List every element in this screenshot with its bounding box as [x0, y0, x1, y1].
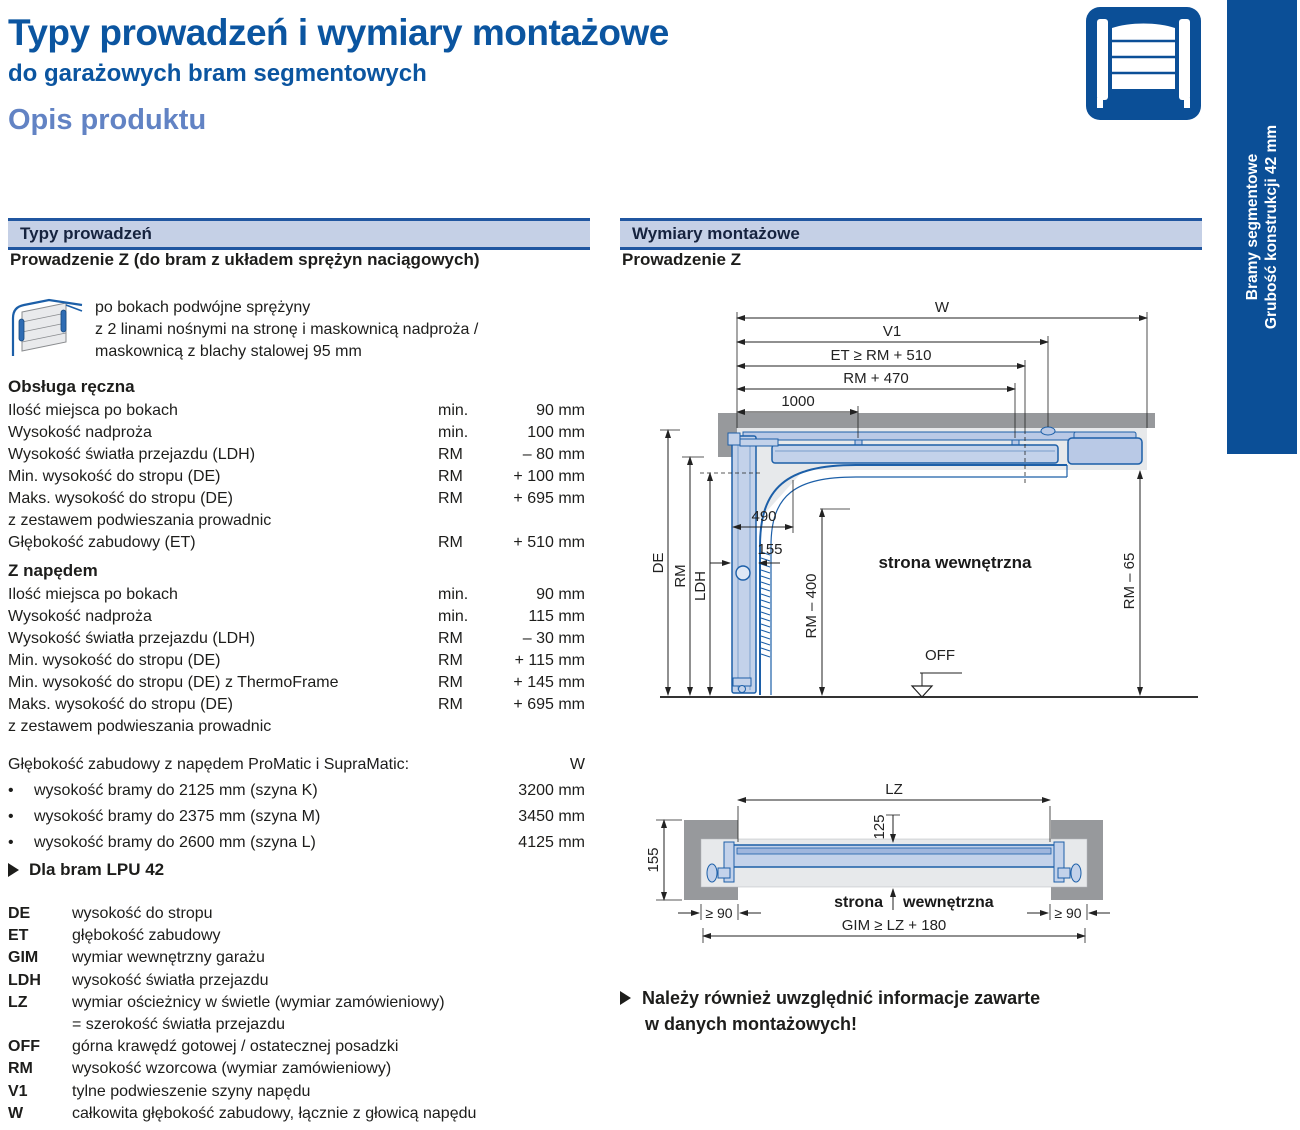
bottom-bracket	[733, 678, 751, 686]
manual-spec-table	[8, 400, 585, 554]
note-line1: Należy również uwzględnić informacje zawarte	[642, 988, 1041, 1008]
perforated-angle	[740, 439, 778, 446]
tension-spring	[761, 552, 770, 657]
spec-row: Maks. wysokość do stropu (DE) RM + 695 mm	[8, 490, 585, 507]
depth-heading: Głębokość zabudowy z napędem ProMatic i SupraMatic:	[8, 756, 410, 773]
sectional-door-icon	[1085, 5, 1202, 122]
spec-row: Maks. wysokość do stropu (DE) RM + 695 mm	[8, 696, 585, 713]
suspension-hook	[1041, 427, 1055, 435]
ceiling	[718, 413, 1155, 428]
legend-row: ET głębokość zabudowy	[8, 927, 221, 945]
top-roller-bracket	[728, 433, 740, 445]
legend-row: LDH wysokość światła przejazdu	[8, 971, 269, 989]
right-section-bar-label: Wymiary montażowe	[632, 224, 800, 243]
legend	[8, 903, 590, 1125]
dim-et: ET ≥ RM + 510	[830, 347, 932, 364]
arrow-right-icon	[620, 991, 631, 1005]
legend-row: GIM wymiar wewnętrzny garażu	[8, 949, 265, 967]
z-track-pictogram	[6, 292, 84, 364]
dim-w: W	[934, 299, 950, 316]
mounting-note	[620, 985, 1040, 1037]
legend-row: LZ wymiar ościeżnicy w świetle (wymiar zamówieniowy)	[8, 993, 445, 1011]
spec-row: Wysokość światła przejazdu (LDH) RM – 80 mm	[8, 446, 585, 463]
spec-row: z zestawem podwieszania prowadnic	[8, 512, 272, 529]
inner-side-label: strona wewnętrzna	[878, 553, 1032, 572]
depth-row: • wysokość bramy do 2125 mm (szyna K) 3200 mm	[8, 782, 585, 799]
depth-row: • wysokość bramy do 2600 mm (szyna L) 4125 mm	[8, 834, 585, 851]
sidebar-tab-line2: Grubość konstrukcji 42 mm	[1263, 124, 1280, 330]
right-subheader: Prowadzenie Z	[622, 250, 742, 269]
dim-ge90-right: ≥ 90	[1054, 905, 1082, 921]
spec-row: Min. wysokość do stropu (DE) RM + 100 mm	[8, 468, 585, 485]
bottom-roller	[739, 686, 746, 693]
spec-row: Ilość miejsca po bokach min. 90 mm	[8, 402, 585, 419]
dim-1000: 1000	[781, 393, 815, 410]
depth-heading-row	[8, 752, 585, 778]
spec-row: Wysokość nadproża min. 100 mm	[8, 424, 585, 441]
inner-plan-label-right: wewnętrzna	[903, 894, 994, 911]
sidebar-tab-text	[1227, 0, 1297, 454]
spec-row: Min. wysokość do stropu (DE) z ThermoFrame RM + 145 mm	[8, 674, 585, 691]
legend-row: V1 tylne podwieszenie szyny napędu	[8, 1082, 311, 1100]
spec-row: Ilość miejsca po bokach min. 90 mm	[8, 586, 585, 603]
spec-row: Wysokość nadproża min. 115 mm	[8, 608, 585, 625]
right-section-bar	[620, 218, 1202, 250]
dim-rm400: RM – 400	[803, 573, 820, 639]
section-heading: Opis produktu	[8, 104, 207, 136]
dim-rm470: RM + 470	[843, 370, 909, 387]
dim-125: 125	[871, 814, 888, 840]
drive-spec-title: Z napędem	[8, 561, 98, 580]
dim-de: DE	[650, 552, 667, 574]
sidebar-tab-line1: Bramy segmentowe	[1244, 153, 1261, 301]
depth-heading-value: W	[569, 756, 585, 773]
dim-ldh: LDH	[692, 570, 709, 602]
note-line2: w danych montażowych!	[645, 1014, 858, 1034]
spec-row: Głębokość zabudowy (ET) RM + 510 mm	[8, 534, 585, 551]
lpu-note	[8, 860, 164, 880]
dim-rm: RM	[672, 564, 689, 588]
legend-row: = szerokość światła przejazdu	[72, 1016, 285, 1034]
spec-row: z zestawem podwieszania prowadnic	[8, 718, 272, 735]
operator-rail	[743, 432, 1090, 440]
manual-spec-title: Obsługa ręczna	[8, 377, 135, 396]
off-label: OFF	[925, 647, 955, 664]
door-panel-horizontal	[772, 445, 1058, 463]
dim-v1: V1	[882, 323, 902, 340]
left-section-bar-label: Typy prowadzeń	[20, 224, 152, 243]
lpu-note-text: Dla bram LPU 42	[29, 860, 165, 879]
legend-row: DE wysokość do stropu	[8, 905, 213, 922]
legend-row: W całkowita głębokość zabudowy, łącznie z głowicą napędu	[8, 1104, 477, 1122]
floor-level-symbol	[912, 686, 932, 697]
dim-490: 490	[751, 508, 777, 525]
arrow-right-icon	[8, 863, 19, 877]
page-title: Typy prowadzeń i wymiary montażowe	[8, 12, 669, 53]
depth-block	[8, 752, 585, 856]
dim-rm65: RM – 65	[1121, 552, 1138, 610]
dim-ge90-left: ≥ 90	[705, 905, 733, 921]
dim-lz: LZ	[885, 781, 903, 798]
dim-155-plan: 155	[645, 847, 662, 873]
door-panel-vertical	[732, 436, 756, 693]
left-section-bar	[8, 218, 590, 250]
inner-plan-label-left: strona	[834, 894, 883, 911]
side-view-diagram	[618, 288, 1203, 708]
spec-row: Wysokość światła przejazdu (LDH) RM – 30 mm	[8, 630, 585, 647]
legend-row: OFF górna krawędź gotowej / ostatecznej posadzki	[8, 1038, 399, 1056]
intro-line2: z 2 linami nośnymi na stronę i maskownicą nadproża /	[95, 321, 479, 338]
left-subheader: Prowadzenie Z (do bram z układem sprężyn naciągowych)	[10, 250, 480, 269]
legend-row: RM wysokość wzorcowa (wymiar zamówieniowy)	[8, 1060, 392, 1078]
panel-stiffener	[737, 848, 1051, 854]
intro-line3: maskownicą z blachy stalowej 95 mm	[95, 343, 362, 360]
dim-155: 155	[757, 541, 783, 558]
page-subtitle: do garażowych bram segmentowych	[8, 60, 427, 87]
intro-text	[95, 297, 478, 363]
sidebar-tab	[1227, 0, 1297, 454]
depth-row: • wysokość bramy do 2375 mm (szyna M) 3450 mm	[8, 808, 585, 825]
plan-view-diagram	[618, 768, 1203, 958]
drive-spec-table	[8, 584, 585, 738]
drive-head	[1068, 438, 1142, 464]
dim-gim: GIM ≥ LZ + 180	[841, 917, 947, 934]
cable-drum	[736, 566, 750, 580]
intro-line1: po bokach podwójne sprężyny	[95, 299, 311, 316]
spec-row: Min. wysokość do stropu (DE) RM + 115 mm	[8, 652, 585, 669]
